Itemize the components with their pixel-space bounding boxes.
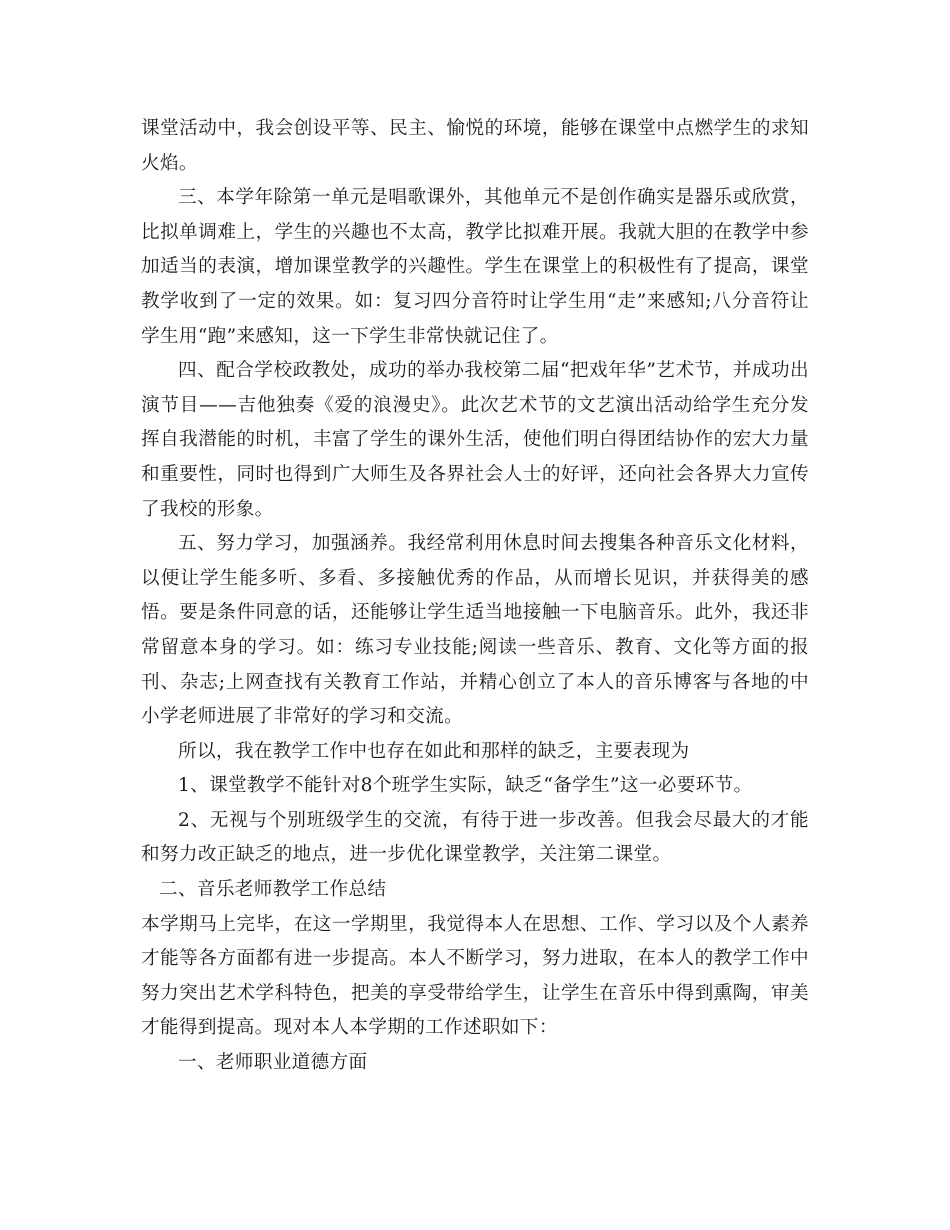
paragraph-intro-continuation: 课堂活动中，我会创设平等、民主、愉悦的环境，能够在课堂中点燃学生的求知火焰。 [141, 118, 809, 174]
paragraph-shortcoming-two: 2、无视与个别班级学生的交流，有待于进一步改善。但我会尽最大的才能和努力改正缺乏的地点，进一步优化课堂教学，关注第二课堂。 [141, 809, 809, 866]
paragraph-semester-summary: 本学期马上完毕，在这一学期里，我觉得本人在思想、工作、学习以及个人素养才能等各方面都有进一步提高。本人不断学习，努力进取，在本人的教学工作中努力突出艺术学科特色，把美的享受带给学生，让学生在音乐中得到熏陶，审美才能得到提高。现对本人本学期的工作述职如下： [141, 913, 809, 1039]
document-body [141, 112, 809, 1081]
paragraph-shortcoming-one: 1、课堂教学不能针对8个班学生实际，缺乏“备学生”这一必要环节。 [178, 775, 753, 797]
paragraph-point-five: 五、努力学习，加强涵养。我经常利用休息时间去搜集各种音乐文化材料，以便让学生能多听、多看、多接触优秀的作品，从而增长见识，并获得美的感悟。要是条件同意的话，还能够让学生适当地接触一下电脑音乐。此外，我还非常留意本身的学习。如：练习专业技能;阅读一些音乐、教育、文化等方面的报刊、杂志;上网查找有关教育工作站，并精心创立了本人的音乐博客与各地的中小学老师进展了非常好的学习和交流。 [141, 533, 809, 728]
subheading-professional-ethics: 一、老师职业道德方面 [178, 1052, 368, 1074]
section-heading-two: 二、音乐老师教学工作总结 [159, 879, 387, 901]
paragraph-point-three: 三、本学年除第一单元是唱歌课外，其他单元不是创作确实是器乐或欣赏，比拟单调难上，学生的兴趣也不太高，教学比拟难开展。我就大胆的在教学中参加适当的表演，增加课堂教学的兴趣性。学生在课堂上的积极性有了提高，课堂教学收到了一定的效果。如：复习四分音符时让学生用“走”来感知;八分音符让学生用“跑”来感知，这一下学生非常快就记住了。 [141, 187, 809, 347]
paragraph-point-four: 四、配合学校政教处，成功的举办我校第二届“把戏年华”艺术节，并成功出演节目——吉他独奏《爱的浪漫史》。此次艺术节的文艺演出活动给学生充分发挥自我潜能的时机，丰富了学生的课外生活，使他们明白得团结协作的宏大力量和重要性，同时也得到广大师生及各界社会人士的好评，还向社会各界大力宣传了我校的形象。 [141, 360, 809, 520]
paragraph-shortcomings-intro: 所以，我在教学工作中也存在如此和那样的缺乏，主要表现为 [178, 740, 690, 762]
